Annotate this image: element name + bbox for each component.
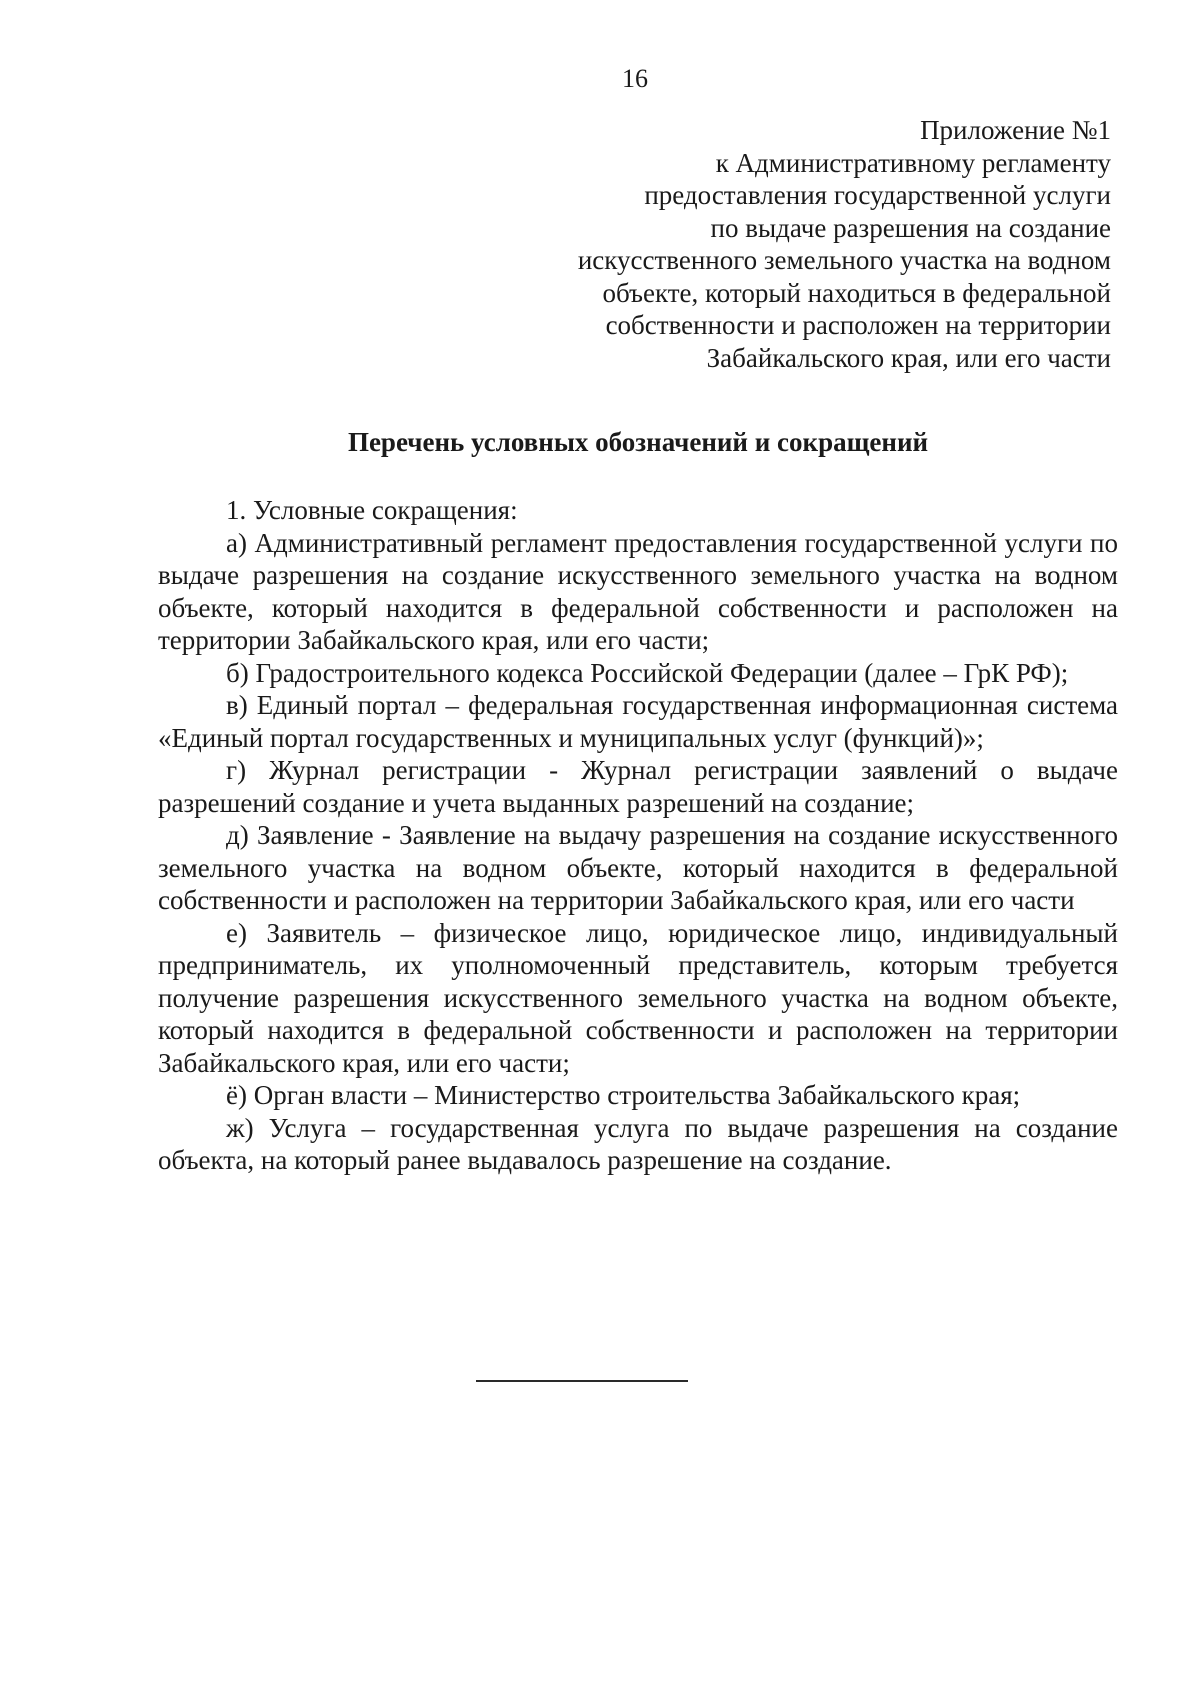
document-body bbox=[158, 494, 1118, 1177]
abbreviation-item: г) Журнал регистрации - Журнал регистрации заявлений о выдаче разрешений создание и учета выданных разрешений на создание; bbox=[158, 755, 1118, 818]
appendix-line: Приложение №1 bbox=[920, 115, 1111, 145]
page-number: 16 bbox=[622, 64, 648, 93]
appendix-line: Забайкальского края, или его части bbox=[706, 342, 1111, 373]
abbreviation-item: е) Заявитель – физическое лицо, юридическое лицо, индивидуальный предприниматель, их уполномоченный представитель, которым требуется получение разрешения искусственного земельного участка на водном объекте, который находится в федеральной собственности и расположен на территории Забайкальского края, или его части; bbox=[158, 917, 1118, 1078]
abbreviation-item: б) Градостроительного кодекса Российской Федерации (далее – ГрК РФ); bbox=[226, 657, 1069, 688]
appendix-line: искусственного земельного участка на водном bbox=[577, 245, 1111, 275]
abbreviation-item: а) Административный регламент предоставления государственной услуги по выдаче разрешения на создание искусственного земельного участка на водном объекте, который находится в федеральной собственности и расположен на территории Забайкальского края, или его части; bbox=[158, 527, 1118, 655]
appendix-line: к Административному регламенту bbox=[715, 147, 1111, 178]
appendix-line: собственности и расположен на территории bbox=[605, 310, 1111, 340]
appendix-line: по выдаче разрешения на создание bbox=[710, 212, 1111, 243]
appendix-line: предоставления государственной услуги bbox=[644, 180, 1111, 210]
abbreviation-item: ж) Услуга – государственная услуга по выдаче разрешения на создание объекта, на который ранее выдавалось разрешение на создание. bbox=[158, 1112, 1118, 1175]
section-heading: 1. Условные сокращения: bbox=[226, 495, 518, 525]
closing-divider bbox=[476, 1380, 688, 1382]
abbreviation-item: д) Заявление - Заявление на выдачу разрешения на создание искусственного земельного участка на водном объекте, который находится в федеральной собственности и расположен на территории Забайкальского края, или его части bbox=[158, 820, 1118, 915]
abbreviation-item: в) Единый портал – федеральная государственная информационная система «Единый портал государственных и муниципальных услуг (функций)»; bbox=[158, 690, 1118, 753]
appendix-line: объекте, который находиться в федеральной bbox=[602, 277, 1111, 308]
document-title: Перечень условных обозначений и сокращений bbox=[347, 427, 929, 457]
appendix-header bbox=[511, 114, 1111, 374]
abbreviation-item: ё) Орган власти – Министерство строительства Забайкальского края; bbox=[226, 1080, 1021, 1110]
